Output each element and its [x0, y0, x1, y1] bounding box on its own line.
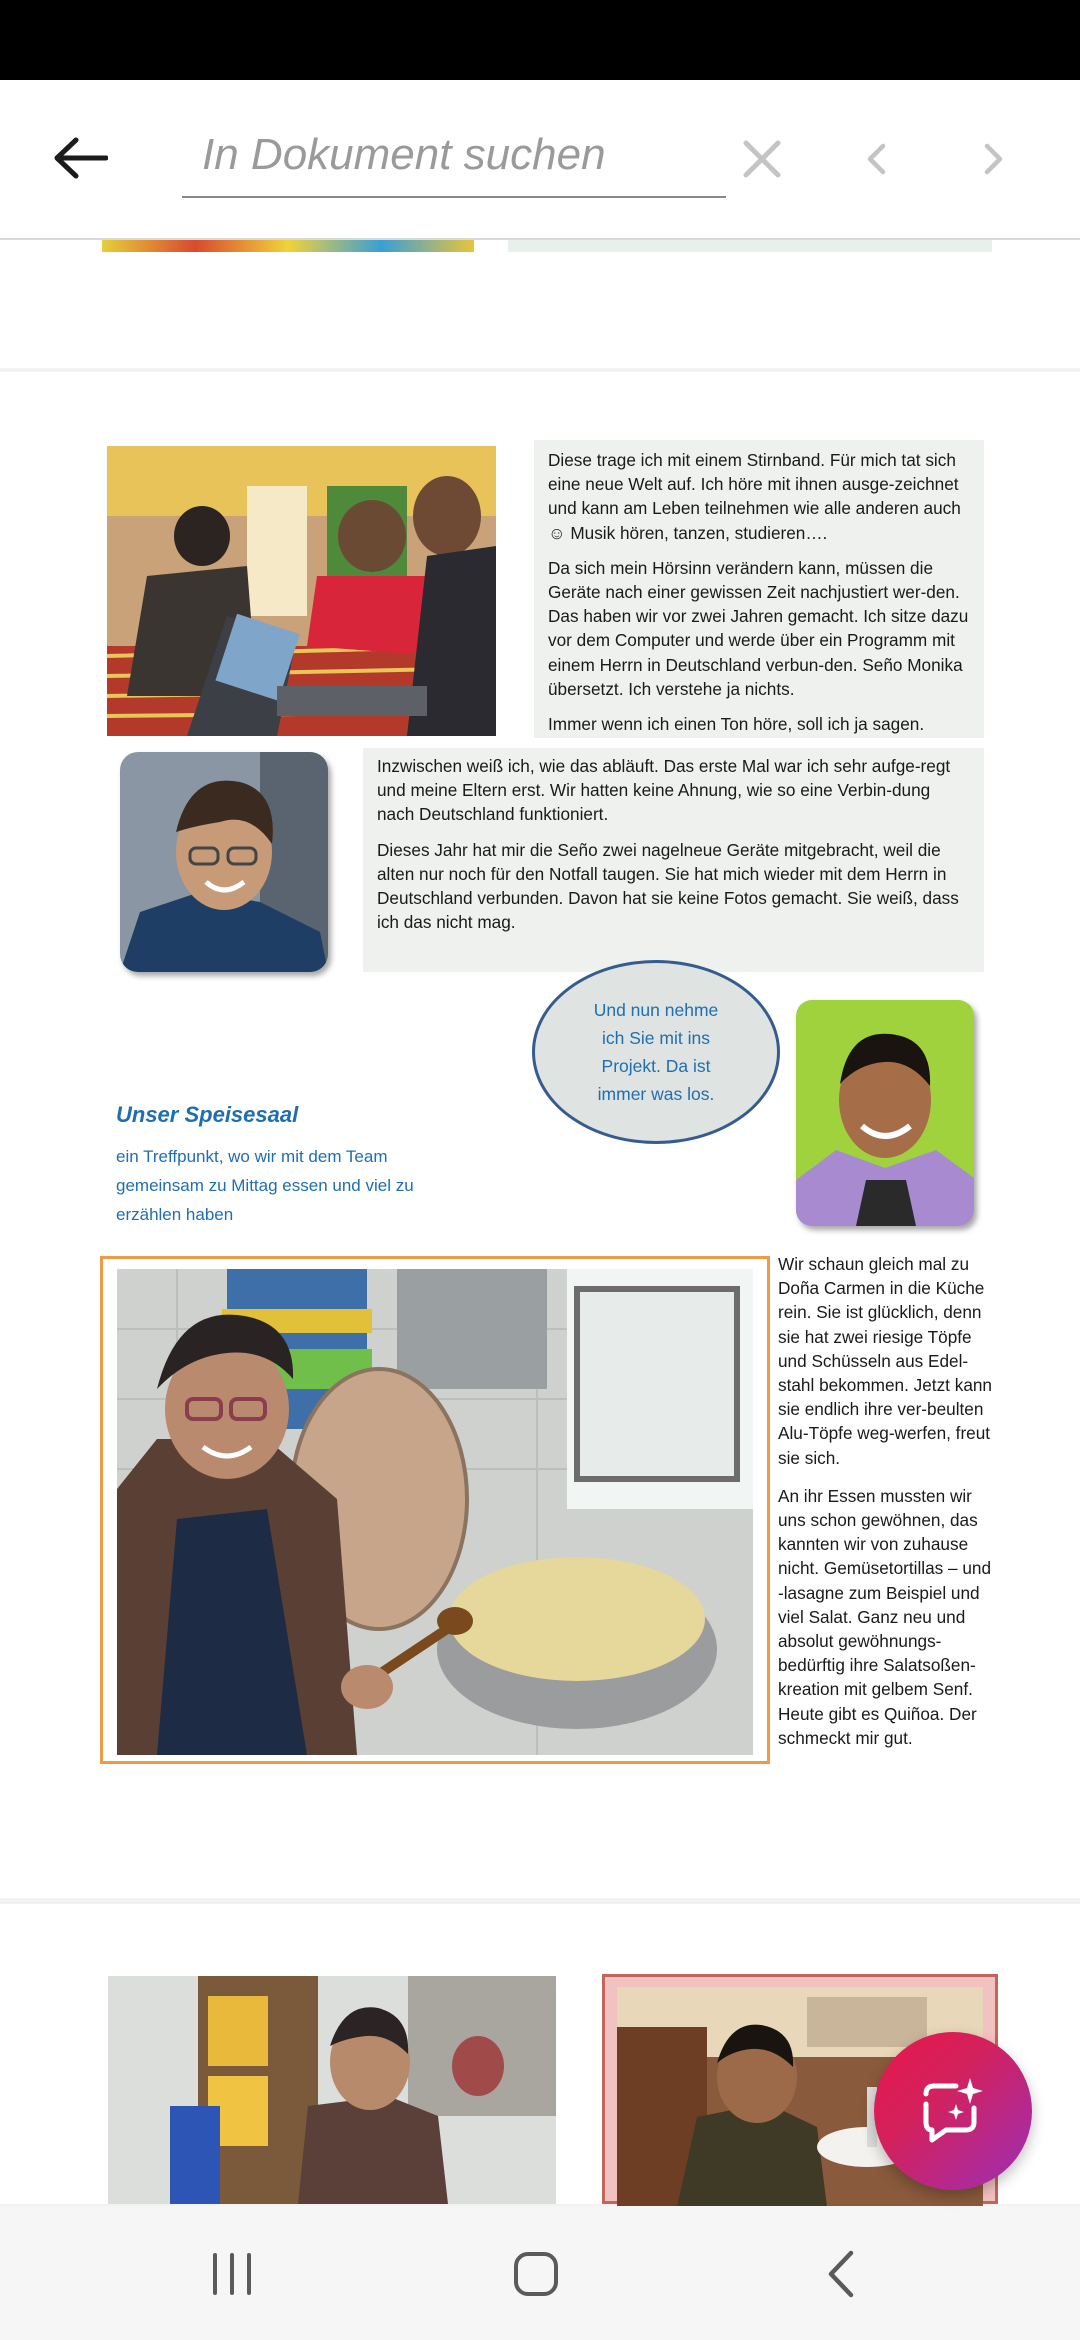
photo-dona-carmen-kitchen [117, 1269, 753, 1755]
arrow-left-icon [52, 136, 108, 180]
paragraph: Immer wenn ich einen Ton höre, soll ich ja sagen. [548, 714, 925, 735]
status-bar [0, 0, 1080, 80]
chevron-right-icon [983, 142, 1005, 176]
clear-search-button[interactable] [730, 122, 794, 196]
home-button[interactable] [504, 2242, 568, 2306]
previous-page-panel-edge [508, 238, 992, 252]
portrait-boy-smiling [796, 1000, 974, 1226]
previous-page [0, 238, 1080, 368]
photo-hearing-test-laptop [107, 446, 496, 736]
ai-assistant-chat-icon [916, 2074, 990, 2148]
photo-frame-kitchen [100, 1256, 770, 1764]
speech-bubble-text: Und nun nehme ich Sie mit ins Projekt. Da ist immer was los. [593, 1000, 719, 1104]
paragraph: Dieses Jahr hat mir die Seño zwei nagelneue Geräte mitgebracht, weil die alten nur noch für den Notfall taugen. Sie hat mich wieder mit dem Herrn in Deutschland verbunden. Davon hat sie keine Fotos gemacht. Sie weiß, dass ich das nicht mag. [377, 839, 959, 933]
speech-bubble [532, 960, 780, 1144]
paragraph: Diese trage ich mit einem Stirnband. Für mich tat sich eine neue Welt auf. Ich höre mit ihnen ausge-zeichnet und kann am Leben teilnehmen wie alle anderen auch ☺ Musik hören, tanzen, studieren…. [548, 450, 961, 543]
close-icon [743, 140, 781, 178]
previous-result-button[interactable] [848, 122, 904, 196]
portrait-boy-glasses [120, 752, 328, 972]
paragraph: Da sich mein Hörsinn verändern kann, müssen die Geräte nach einer gewissen Zeit nachjustiert wer-den. Das haben wir vor zwei Jahren gemacht. Ich sitze dazu vor dem Computer und werde über ein Programm mit einem Herrn in Deutschland verbun-den. Seño Monika übersetzt. Ich verstehe ja nichts. [548, 557, 969, 699]
search-toolbar [0, 80, 1080, 240]
system-back-icon [825, 2249, 855, 2299]
home-icon [512, 2250, 560, 2298]
document-page [0, 372, 1080, 1898]
next-result-button[interactable] [966, 122, 1022, 196]
photo-kitchen-storage [108, 1976, 556, 2204]
paragraph: An ihr Essen mussten wir uns schon gewöhnen, das kannten wir von zuhause nicht. Gemüsetortillas – und -lasagne zum Beispiel und viel Salat. Ganz neu und absolut gewöhnungs-bedürftig ihre Salatsoßen-kreation mit gelbem Senf. Heute gibt es Quiñoa. Der schmeckt mir gut. [778, 1485, 992, 1748]
search-input[interactable] [182, 124, 726, 198]
recent-apps-icon [209, 2251, 255, 2297]
section-title: Unser Speisesaal [116, 1102, 299, 1127]
text-panel-hearing-aids [534, 440, 984, 738]
chevron-left-icon [865, 142, 887, 176]
system-back-button[interactable] [808, 2242, 872, 2306]
system-navigation-bar [0, 2206, 1080, 2340]
section-subtitle: ein Treffpunkt, wo wir mit dem Team gemeinsam zu Mittag essen und viel zu erzählen haben [116, 1147, 414, 1224]
ai-assistant-button[interactable] [874, 2032, 1032, 2190]
recent-apps-button[interactable] [200, 2244, 264, 2304]
text-panel-connection [363, 748, 984, 972]
text-column-kitchen [778, 1252, 996, 1750]
paragraph: Inzwischen weiß ich, wie das abläuft. Das erste Mal war ich sehr aufge-regt und meine Eltern erst. Wir hatten keine Ahnung, wie so eine Verbin-dung nach Deutschland funktioniert. [377, 756, 951, 825]
previous-page-image-edge [102, 238, 474, 252]
paragraph: Wir schaun gleich mal zu Doña Carmen in die Küche rein. Sie ist glücklich, denn sie hat zwei riesige Töpfe und Schüsseln aus Edel-stahl bekommen. Jetzt kann sie endlich ihre ver-beulten Alu-Töpfe weg-werfen, freut sie sich. [778, 1254, 992, 1468]
back-button[interactable] [40, 118, 120, 198]
